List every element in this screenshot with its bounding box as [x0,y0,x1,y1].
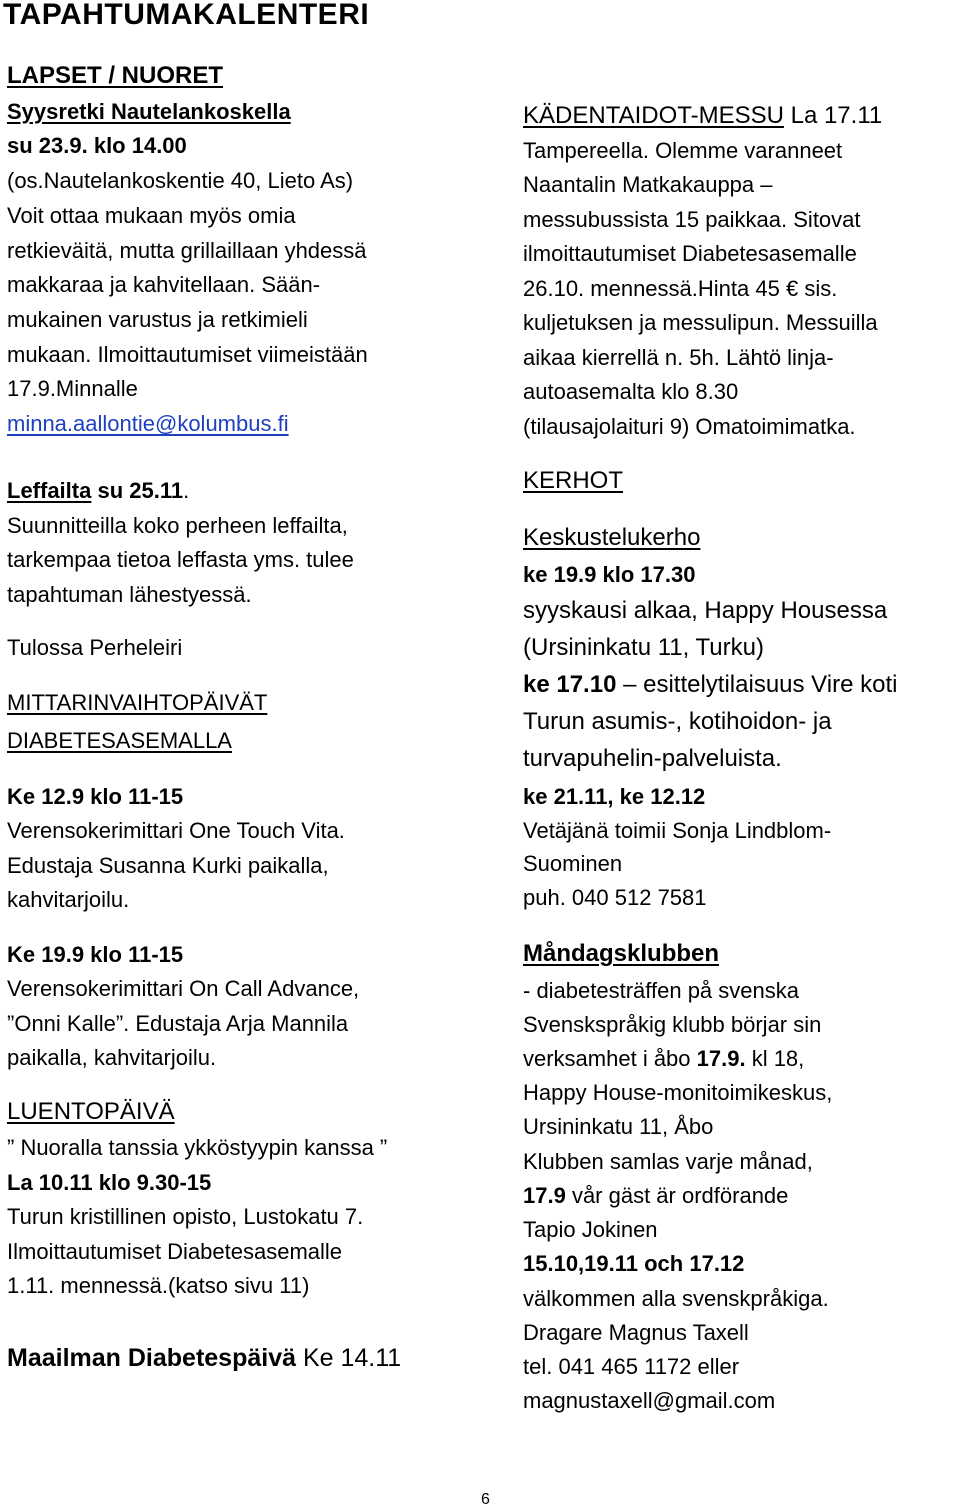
luento-date: La 10.11 klo 9.30-15 [7,1170,212,1195]
mandag-line: välkommen alla svenskpråkiga. [523,1286,829,1311]
messu-line: (tilausajolaituri 9) Omatoimimatka. [523,414,856,439]
mandag-line-7 [523,1181,788,1211]
mandag-line: Tapio Jokinen [523,1217,658,1242]
keskustelukerho-date2: ke 17.10 [523,671,617,698]
keskustelukerho-line: Suominen [523,851,623,876]
kerhot-heading: KERHOT [523,467,624,494]
mandag-email: magnustaxell@gmail.com [523,1388,776,1413]
luento-subtitle: ” Nuoralla tanssia ykköstyypin kanssa ” [7,1135,388,1160]
mittari-event-line: Edustaja Susanna Kurki paikalla, [7,853,329,878]
mandag-line: Dragare Magnus Taxell [523,1320,749,1345]
mandag-line7-text: vår gäst är ordförande [565,1183,789,1208]
mittari-event-line: kahvitarjoilu. [7,887,130,912]
maailman-title: Maailman Diabetespäivä [7,1344,297,1372]
page-number: 6 [481,1491,490,1508]
mittari-event-line: Verensokerimittari One Touch Vita. [7,818,345,843]
mittari-event2-line: ”Onni Kalle”. Edustaja Arja Mannila [7,1011,349,1036]
keskustelukerho-title: Keskustelukerho [523,524,701,551]
syysretki-line: 17.9.Minnalle [7,376,138,401]
messu-line: Tampereella. Olemme varanneet [523,138,843,163]
keskustelukerho-line: syyskausi alkaa, Happy Housessa [523,597,888,624]
keskustelukerho-line: (Ursininkatu 11, Turku) [523,634,764,661]
mandagsklubben-title: Måndagsklubben [523,940,720,967]
maailman-date: Ke 14.11 [296,1344,402,1372]
messu-heading: KÄDENTAIDOT-MESSU [523,102,784,129]
messu-price-text-2: sis. [798,276,838,301]
messu-price-text: 26.10. mennessä.Hinta 45 [523,276,786,301]
leffailta-dot: . [183,478,190,503]
mittari-heading-2: DIABETESASEMALLA [7,728,232,753]
syysretki-line: retkieväitä, mutta grillaillaan yhdessä [7,238,367,263]
mandag-line: Ursininkatu 11, Åbo [523,1114,714,1139]
messu-heading-row [523,101,882,131]
mandag-line3-time: kl 18, [745,1046,805,1071]
leffailta-date: su 25.11 [91,478,184,503]
syysretki-line: makkaraa ja kahvitellaan. Sään- [7,272,321,297]
mandag-line3-text: verksamhet i åbo [523,1046,697,1071]
mandag-line: Happy House-monitoimikeskus, [523,1080,833,1105]
euro-icon: € [785,276,799,301]
mandag-line: Svenskspråkig klubb börjar sin [523,1012,822,1037]
keskustelukerho-date2-row [523,670,897,700]
page-title: TAPAHTUMAKALENTERI [3,0,370,31]
luento-line: Ilmoittautumiset Diabetesasemalle [7,1239,343,1264]
leffailta-heading [7,476,189,506]
keskustelukerho-date2-text: – esittelytilaisuus Vire koti [616,671,898,698]
email-link[interactable]: minna.aallontie@kolumbus.fi [7,411,289,436]
lapset-heading: LAPSET / NUORET [7,62,224,89]
mittari-heading: MITTARINVAIHTOPÄIVÄT [7,690,268,715]
messu-line: Naantalin Matkakauppa – [523,172,773,197]
keskustelukerho-line: Turun asumis-, kotihoidon- ja [523,708,832,735]
syysretki-line: Voit ottaa mukaan myös omia [7,203,296,228]
keskustelukerho-line: turvapuhelin-palveluista. [523,745,782,772]
keskustelukerho-date: ke 19.9 klo 17.30 [523,562,696,587]
mandag-phone: tel. 041 465 1172 eller [523,1354,740,1379]
keskustelukerho-line: Vetäjänä toimii Sonja Lindblom- [523,818,832,843]
mandag-line3-date: 17.9. [696,1046,746,1071]
mandag-line-3 [523,1044,804,1074]
perheleiri-text: Tulossa Perheleiri [7,635,183,660]
mandag-line7-date: 17.9 [523,1183,566,1208]
leffailta-line: tarkempaa tietoa leffasta yms. tulee [7,547,354,572]
syysretki-date: su 23.9. klo 14.00 [7,133,187,158]
mittari-event2-date: Ke 19.9 klo 11-15 [7,942,184,967]
mandag-line: Klubben samlas varje månad, [523,1149,813,1174]
messu-line: autoasemalta klo 8.30 [523,379,739,404]
messu-line: kuljetuksen ja messulipun. Messuilla [523,310,878,335]
messu-line: messubussista 15 paikkaa. Sitovat [523,207,861,232]
mittari-event2-line: paikalla, kahvitarjoilu. [7,1045,217,1070]
messu-line: aikaa kierrellä n. 5h. Lähtö linja- [523,345,834,370]
syysretki-title: Syysretki Nautelankoskella [7,99,291,124]
keskustelukerho-date3: ke 21.11, ke 12.12 [523,784,706,809]
syysretki-line: (os.Nautelankoskentie 40, Lieto As) [7,168,354,193]
mandag-line: - diabetesträffen på svenska [523,978,799,1003]
leffailta-line: Suunnitteilla koko perheen leffailta, [7,513,348,538]
leffailta-line: tapahtuman lähestyessä. [7,582,252,607]
luento-heading: LUENTOPÄIVÄ [7,1098,175,1125]
luento-line: Turun kristillinen opisto, Lustokatu 7. [7,1204,364,1229]
maailman-diabetespaiva [7,1343,401,1373]
messu-date: La 17.11 [783,102,883,129]
messu-line: ilmoittautumiset Diabetesasemalle [523,241,857,266]
messu-price [523,274,837,304]
mittari-event-date: Ke 12.9 klo 11-15 [7,784,184,809]
mandag-dates: 15.10,19.11 och 17.12 [523,1251,745,1276]
mittari-event2-line: Verensokerimittari On Call Advance, [7,976,360,1001]
leffailta-title: Leffailta [7,478,92,503]
keskustelukerho-phone: puh. 040 512 7581 [523,885,707,910]
luento-line: 1.11. mennessä.(katso sivu 11) [7,1273,310,1298]
syysretki-line: mukaan. Ilmoittautumiset viimeistään [7,342,368,367]
syysretki-line: mukainen varustus ja retkimieli [7,307,308,332]
